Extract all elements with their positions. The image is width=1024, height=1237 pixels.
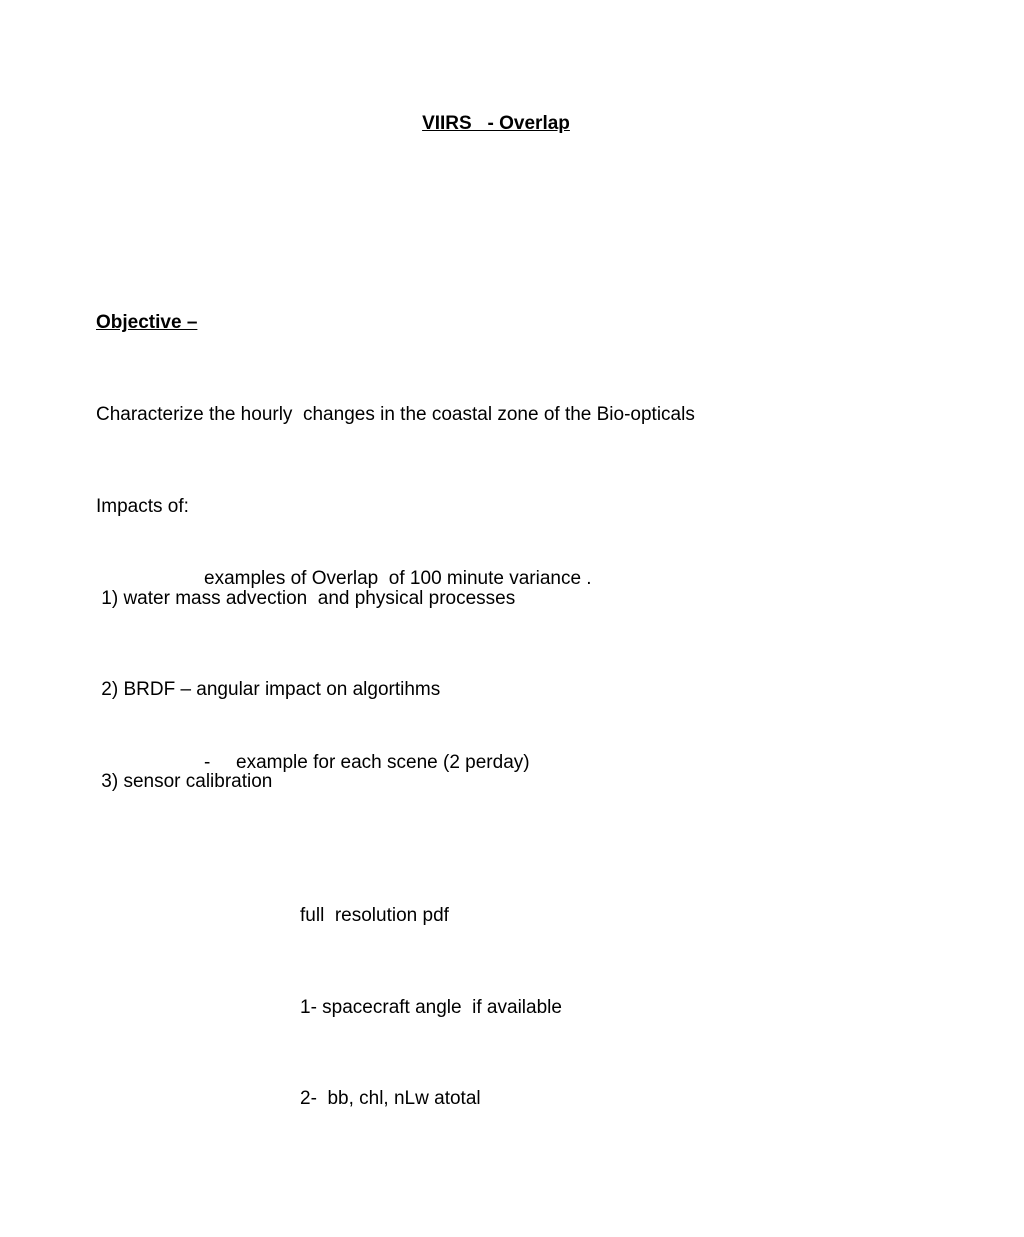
examples-section xyxy=(204,503,592,1237)
bullet-item xyxy=(204,748,592,779)
objective-line: Impacts of: xyxy=(96,495,189,517)
sub-item: 1- spacecraft angle if available xyxy=(300,996,562,1018)
objective-line: 2) BRDF – angular impact on algortihms xyxy=(96,679,441,701)
sub-item: 2- bb, chl, nLw atotal xyxy=(300,1088,481,1110)
objective-line: Characterize the hourly changes in the coastal zone of the Bio-opticals xyxy=(96,403,695,425)
spacer xyxy=(204,656,592,687)
sub-item: full resolution pdf xyxy=(300,904,449,926)
objective-line: 3) sensor calibration xyxy=(96,771,273,793)
examples-intro: examples of Overlap of 100 minute variance . xyxy=(204,568,592,590)
bullet-text: example for each scene (2 perday) xyxy=(236,751,530,773)
dash-bullet: - xyxy=(204,751,211,773)
objective-heading: Objective – xyxy=(96,312,198,334)
objective-line: 1) water mass advection and physical processes xyxy=(96,587,516,609)
slide-title: VIIRS - Overlap xyxy=(422,113,570,134)
sub-item-list xyxy=(300,840,592,1177)
